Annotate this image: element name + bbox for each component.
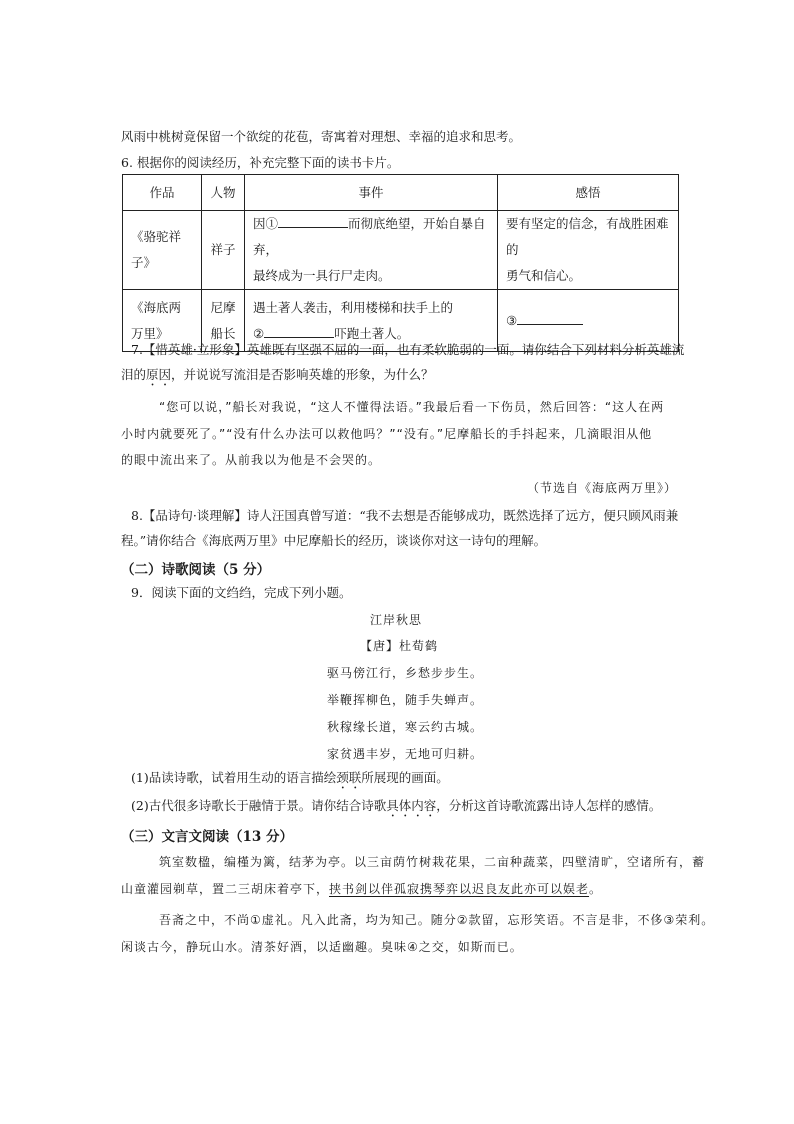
table-row xyxy=(123,211,679,290)
event-line xyxy=(253,211,489,263)
person-line: 祥子 xyxy=(210,242,236,257)
classical-line-3: 吾斋之中，不尚①虚礼。凡入此斋，均为知己。随分②款留，忘形笑语。不言是非，不侈③荣利。 xyxy=(159,913,715,927)
q7-quote-line-1: “您可以说，”船长对我说，“这人不懂得法语。”我最后看一下伤员，然后回答：“这人在两 xyxy=(159,400,665,414)
q9-sub-2-post: ，分析这首诗歌流露出诗人怎样的感情。 xyxy=(436,798,662,813)
q9-sub-1 xyxy=(131,769,449,792)
q7-quote-line-3: 的眼中流出来了。从前我以为他是不会哭的。 xyxy=(121,453,382,467)
event-post: 而彻底绝望，开始自暴自弃， xyxy=(253,216,486,257)
poem-line: 驱马傍江行，乡愁步步生。 xyxy=(327,666,484,680)
q7-quote-line-2: 小时内就要死了。”“没有什么办法可以救他吗？”“没有。”尼摩船长的手抖起来，几滴眼泪从他 xyxy=(121,427,653,441)
classical-line-2-pre: 山童灌园剃草，置二三胡床着亭下， xyxy=(121,882,330,896)
insight-line: 要有坚定的信念，有战胜困难的 xyxy=(506,216,669,257)
event-pre: ② xyxy=(253,325,265,341)
q9-sub-1-dotted: 颈联 xyxy=(336,770,362,785)
reading-card-table xyxy=(122,174,679,352)
q6-prompt: 6. 根据你的阅读经历，补充完整下面的读书卡片。 xyxy=(121,155,400,170)
q7-line-1: 7.【惜英雄·立形象】英雄既有坚强不屈的一面，也有柔软脆弱的一面。请你结合下列材料分析英雄流 xyxy=(131,342,685,357)
insight-cell xyxy=(498,211,679,290)
intro-line: 风雨中桃树竟保留一个欲绽的花苞，寄寓着对理想、幸福的追求和思考。 xyxy=(121,129,522,144)
answer-blank-1[interactable] xyxy=(278,214,348,228)
work-line: 子》 xyxy=(131,255,157,270)
q7-source: （节选自《海底两万里》） xyxy=(527,481,678,495)
q7-line-2-pre: 泪的 xyxy=(121,367,147,382)
person-line: 尼摩 xyxy=(210,299,236,315)
event-line: 最终成为一具行尸走肉。 xyxy=(253,268,391,283)
section-2-heading: （二）诗歌阅读（5 分） xyxy=(121,562,271,578)
table-header-row xyxy=(123,175,679,211)
poem-line: 家贫遇丰岁，无地可归耕。 xyxy=(327,747,484,761)
classical-line-2 xyxy=(121,880,602,897)
q8-line-2: 程。”请你结合《海底两万里》中尼摩船长的经历，谈谈你对这一诗句的理解。 xyxy=(121,533,547,548)
q9-sub-2-dotted: 具体内容 xyxy=(386,798,437,813)
section-3-heading: （三）文言文阅读（13 分） xyxy=(121,829,293,845)
header-event: 事件 xyxy=(245,175,498,211)
insight-mark: ③ xyxy=(506,312,518,328)
classical-line-1: 筑室数楹，编槿为篱，结茅为亭。以三亩荫竹树栽花果，二亩种蔬菜，四壁清旷，空诸所有，蓄 xyxy=(159,855,706,869)
event-pre: 因① xyxy=(253,216,279,231)
person-line: 船长 xyxy=(210,325,236,341)
header-work: 作品 xyxy=(123,175,202,211)
person-cell xyxy=(202,211,245,290)
poem-title: 江岸秋思 xyxy=(370,613,423,627)
event-cell xyxy=(245,211,498,290)
answer-blank-2[interactable] xyxy=(264,324,334,338)
work-line: 万里》 xyxy=(131,325,169,341)
q9-sub-2 xyxy=(131,797,661,820)
header-person: 人物 xyxy=(202,175,245,211)
poem-author: 【唐】杜荀鹤 xyxy=(360,639,439,653)
q9-prompt: 9．阅读下面的文绉绉，完成下列小题。 xyxy=(131,585,352,600)
q9-sub-2-pre: (2)古代很多诗歌长于融情于景。请你结合诗歌 xyxy=(131,798,387,813)
work-line: 《骆驼祥 xyxy=(131,229,182,244)
q7-line-2-post: ，并说说写流泪是否影响英雄的形象，为什么？ xyxy=(171,367,434,382)
event-post: 吓跑土著人。 xyxy=(334,325,410,341)
q7-line-2 xyxy=(121,366,434,389)
q9-sub-1-post: 所展现的画面。 xyxy=(361,770,449,785)
classical-line-2-post: 。 xyxy=(589,882,603,896)
answer-blank-3[interactable] xyxy=(517,311,583,325)
q7-dotted-word: 原因 xyxy=(146,367,172,382)
q9-sub-1-pre: (1)品读诗歌，试着用生动的语言描绘 xyxy=(131,770,337,785)
classical-line-4: 闲谈古今，静玩山水。清茶好酒，以适幽趣。臭味④之交，如斯而已。 xyxy=(121,940,523,954)
q8-line-1: 8.【品诗句·谈理解】诗人汪国真曾写道：“我不去想是否能够成功，既然选择了远方，便只顾风雨兼 xyxy=(131,508,679,523)
work-line: 《海底两 xyxy=(131,299,182,315)
insight-line: 勇气和信心。 xyxy=(506,268,582,283)
work-cell xyxy=(123,211,202,290)
header-insight: 感悟 xyxy=(498,175,679,211)
classical-underlined-sentence: 挟书剑以伴孤寂携琴弈以迟良友此亦可以娱老 xyxy=(329,882,590,896)
event-line: 遇土著人袭击，利用楼梯和扶手上的 xyxy=(253,299,454,315)
poem-line: 举鞭挥柳色，随手失蝉声。 xyxy=(327,693,484,707)
poem-line: 秋稼缘长道，寒云约古城。 xyxy=(327,720,484,734)
